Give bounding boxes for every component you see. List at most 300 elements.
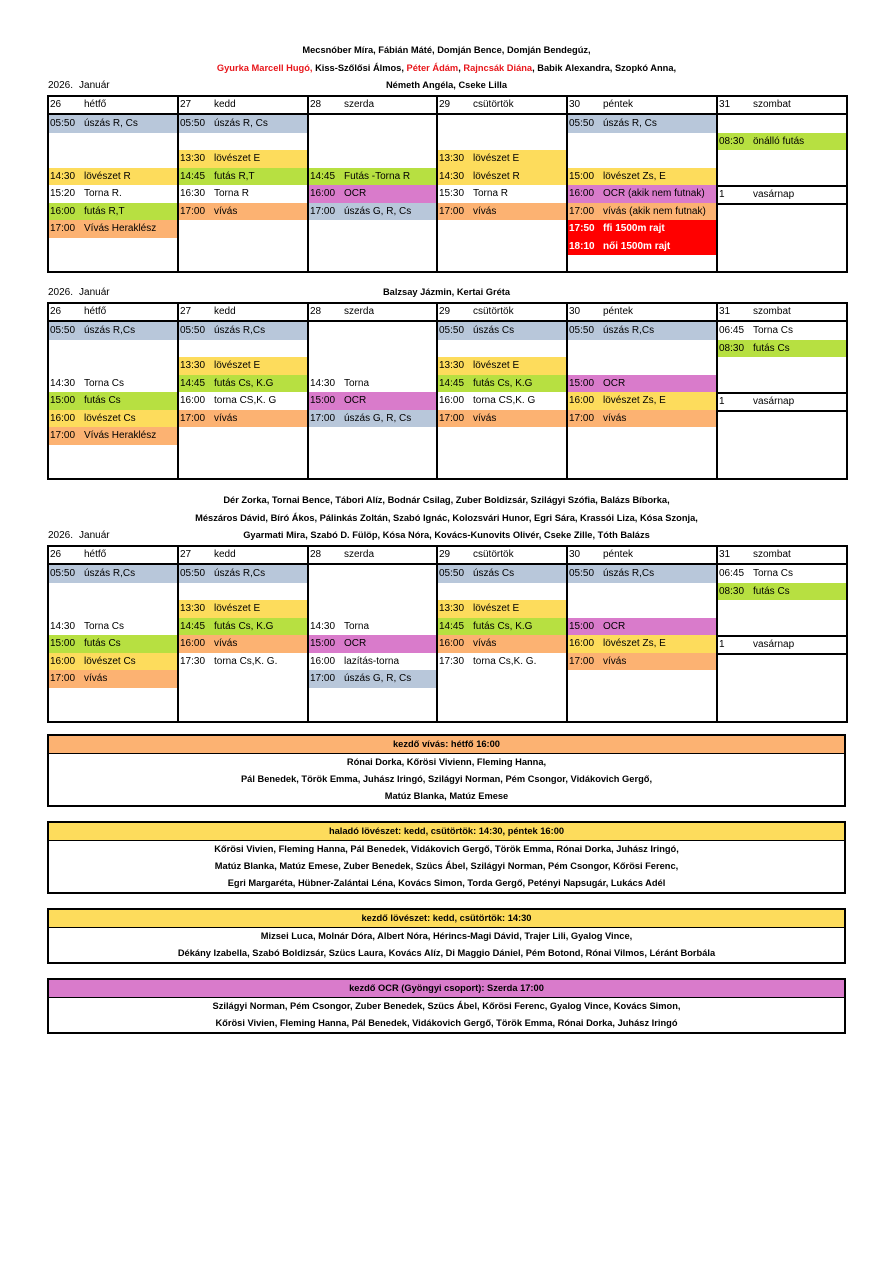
event-time: 16:00: [50, 412, 76, 424]
event-label: lövészet Zs, E: [603, 395, 666, 406]
event-time: 14:30: [439, 170, 465, 182]
name-text: ,: [458, 62, 464, 73]
empty-slot: [718, 618, 846, 636]
event-time: 17:00: [439, 205, 465, 217]
group-members-line: Rónai Dorka, Kőrösi Vivienn, Fleming Hanna,: [346, 757, 547, 767]
event-label: Torna R: [214, 188, 250, 199]
event-entry: [179, 410, 307, 428]
event-time: 13:30: [180, 153, 206, 164]
event-time: 14:45: [439, 620, 465, 632]
event-entry: [568, 168, 716, 186]
event-time: 17:00: [310, 205, 336, 217]
event-label: futás R,T: [214, 170, 255, 182]
event-label: Torna R: [473, 188, 509, 199]
day-number: 26: [50, 306, 62, 317]
event-time: 16:00: [50, 655, 76, 667]
day-header-cell: [718, 97, 846, 113]
group-title: kezdő vívás: hétfő 16:00: [49, 736, 844, 754]
event-label: torna Cs,K. G.: [473, 655, 537, 667]
event-label: vívás: [214, 638, 238, 649]
day-column: [567, 321, 717, 479]
day-header-cell: [718, 547, 846, 563]
day-name: vasárnap: [753, 396, 795, 407]
group-members-line: Dékány Izabella, Szabó Boldizsár, Szücs Laura, Kovács Alíz, Di Maggio Dániel, Pém Botond, Rónai Vilmos, Léránt Borbála: [177, 948, 716, 958]
event-time: 08:30: [719, 585, 745, 597]
event-entry: [49, 618, 177, 636]
day-number: 28: [310, 306, 322, 317]
event-time: 17:30: [439, 655, 465, 667]
week-schedule-table: [47, 95, 848, 273]
day-name: hétfő: [84, 99, 107, 110]
event-entry: [438, 150, 566, 168]
event-time: 15:00: [50, 395, 76, 406]
event-time: 17:00: [180, 412, 206, 424]
day-number: 26: [50, 99, 62, 110]
empty-slot: [49, 600, 177, 618]
day-column: [567, 114, 717, 272]
group-title: kezdő OCR (Gyöngyi csoport): Szerda 17:00: [49, 980, 844, 998]
day-column: [567, 564, 717, 722]
event-time: 15:00: [310, 395, 336, 406]
day-column: [178, 564, 308, 722]
event-time: 17:00: [50, 430, 76, 441]
event-time: 05:50: [50, 325, 76, 336]
day-header: [717, 546, 847, 564]
event-entry: [718, 322, 846, 340]
group-box: [47, 734, 846, 807]
event-entry: [49, 322, 177, 340]
empty-slot: [179, 133, 307, 151]
month-label: [48, 530, 110, 541]
month-name: Január: [79, 530, 110, 541]
event-time: 15:00: [50, 638, 76, 649]
event-time: 17:50: [569, 223, 595, 234]
day-name: hétfő: [84, 306, 107, 317]
day-header-cell: [309, 547, 436, 563]
day-body-row: [48, 321, 847, 479]
event-label: lövészet E: [473, 153, 520, 164]
event-entry: [179, 185, 307, 203]
event-time: 06:45: [719, 568, 745, 579]
empty-slot: [718, 168, 846, 186]
highlighted-name: Rajncsák Diána: [463, 62, 533, 73]
event-time: 16:00: [180, 638, 206, 649]
group-members-line: Matúz Blanka, Matúz Emese: [384, 791, 509, 801]
day-body-row: [48, 564, 847, 722]
event-entry: [49, 410, 177, 428]
participants-line: [47, 77, 846, 95]
day-column: [48, 321, 178, 479]
month-name: Január: [79, 80, 110, 91]
event-time: 15:20: [50, 188, 76, 199]
event-entry: [179, 600, 307, 618]
event-entry: [49, 203, 177, 221]
day-column: [437, 321, 567, 479]
group-title: haladó lövészet: kedd, csütörtök: 14:30, péntek 16:00: [49, 823, 844, 841]
day-column: [48, 114, 178, 272]
event-label: úszás R,Cs: [603, 568, 655, 579]
event-entry: [49, 670, 177, 688]
empty-slot: [568, 150, 716, 168]
event-label: önálló futás: [753, 135, 805, 147]
day-column: [717, 564, 847, 722]
event-label: futás Cs, K.G: [473, 377, 533, 389]
day-column: [308, 321, 437, 479]
event-entry: [568, 375, 716, 393]
event-entry: [179, 375, 307, 393]
event-label: vívás: [473, 638, 497, 649]
event-label: futás Cs: [753, 585, 790, 597]
event-label: OCR: [603, 377, 626, 389]
event-time: 15:00: [310, 638, 336, 649]
day-header-cell: [49, 97, 177, 113]
event-time: 16:30: [180, 188, 206, 199]
event-entry: [309, 653, 436, 671]
event-entry: [179, 322, 307, 340]
event-time: 15:30: [439, 188, 465, 199]
event-label: torna Cs,K. G.: [214, 655, 278, 667]
event-label: lazítás-torna: [344, 655, 400, 667]
event-label: ffi 1500m rajt: [603, 223, 665, 234]
empty-slot: [568, 583, 716, 601]
day-number: 30: [569, 549, 581, 560]
day-number: 30: [569, 99, 581, 110]
event-time: 14:45: [310, 170, 336, 182]
event-time: 14:45: [180, 620, 206, 632]
group-members-line: Matúz Blanka, Matúz Emese, Zuber Benedek, Szücs Ábel, Szilágyi Norman, Pém Csongor, Kőrösi Ferenc,: [214, 861, 679, 871]
event-time: 14:30: [50, 170, 76, 182]
event-time: 15:00: [569, 377, 595, 389]
event-label: Vívás Heraklész: [84, 223, 157, 234]
event-label: úszás Cs: [473, 568, 515, 579]
event-time: 05:50: [180, 118, 206, 129]
event-entry: [179, 618, 307, 636]
event-entry: [179, 168, 307, 186]
event-label: vívás (akik nem futnak): [603, 205, 706, 217]
event-entry: [718, 565, 846, 583]
day-header-cell: [718, 304, 846, 320]
day-header-cell: [179, 97, 307, 113]
event-entry: [438, 392, 566, 410]
event-entry: [438, 410, 566, 428]
name-text: Dér Zorka, Tornai Bence, Tábori Alíz, Bodnár Csilag, Zuber Boldizsár, Szilágyi Szófia, Balázs Bíborka,: [223, 495, 670, 505]
group-title: kezdő lövészet: kedd, csütörtök: 14:30: [49, 910, 844, 928]
event-label: torna CS,K. G: [473, 395, 536, 406]
day-number: 28: [310, 549, 322, 560]
participants-line: [47, 284, 846, 302]
event-label: lövészet E: [214, 153, 261, 164]
sunday-header: [718, 185, 846, 205]
event-label: Torna Cs: [753, 325, 794, 336]
event-entry: [49, 427, 177, 445]
event-time: 14:45: [439, 377, 465, 389]
event-entry: [568, 115, 716, 133]
participants-header: [47, 284, 846, 302]
event-label: vívás: [603, 412, 627, 424]
day-header: [437, 303, 567, 321]
day-name: hétfő: [84, 549, 107, 560]
day-header-cell: [438, 547, 566, 563]
participants-line: [47, 42, 846, 60]
empty-slot: [438, 133, 566, 151]
event-label: úszás R, Cs: [214, 118, 268, 129]
empty-slot: [49, 340, 177, 358]
event-entry: [309, 185, 436, 203]
year-label: 2026.: [48, 80, 74, 91]
day-header-cell: [179, 547, 307, 563]
day-number: 31: [719, 306, 731, 317]
empty-slot: [179, 340, 307, 358]
event-time: 17:00: [50, 673, 76, 684]
event-entry: [568, 635, 716, 653]
event-time: 14:30: [310, 620, 336, 632]
event-entry: [49, 565, 177, 583]
day-name: kedd: [214, 549, 236, 560]
empty-slot: [438, 340, 566, 358]
event-label: úszás Cs: [473, 325, 515, 336]
event-time: 05:50: [439, 325, 465, 336]
event-time: 05:50: [180, 325, 206, 336]
event-entry: [309, 635, 436, 653]
empty-slot: [49, 583, 177, 601]
day-header-cell: [438, 304, 566, 320]
event-time: 17:00: [439, 412, 465, 424]
event-label: lövészet E: [214, 603, 261, 614]
day-number: 27: [180, 99, 192, 110]
event-entry: [49, 220, 177, 238]
day-number: 27: [180, 549, 192, 560]
day-header-cell: [438, 97, 566, 113]
event-time: 14:45: [180, 377, 206, 389]
participants-line: [47, 527, 846, 545]
event-label: vívás: [214, 205, 238, 217]
event-label: futás Cs: [753, 342, 790, 354]
empty-slot: [49, 133, 177, 151]
event-label: vívás: [214, 412, 238, 424]
event-label: OCR: [344, 395, 367, 406]
event-time: 16:00: [439, 638, 465, 649]
event-label: úszás R,Cs: [84, 325, 136, 336]
event-label: úszás R,Cs: [214, 325, 266, 336]
week-schedule-table: [47, 545, 848, 723]
event-label: torna CS,K. G: [214, 395, 277, 406]
event-entry: [309, 392, 436, 410]
event-label: úszás G, R, Cs: [344, 412, 412, 424]
day-header-cell: [49, 304, 177, 320]
event-time: 13:30: [439, 153, 465, 164]
day-name: szerda: [344, 99, 375, 110]
event-entry: [179, 392, 307, 410]
group-members-line: Egri Margaréta, Hübner-Zalántai Léna, Kovács Simon, Torda Gergő, Petényi Napsugár, Lukács Adél: [227, 878, 666, 888]
year-label: 2026.: [48, 287, 74, 298]
name-text: Mecsnóber Míra, Fábián Máté, Domján Bence, Domján Bendegúz,: [302, 45, 591, 55]
event-time: 14:30: [310, 377, 336, 389]
event-entry: [438, 565, 566, 583]
day-header: [717, 303, 847, 321]
day-header: [178, 546, 308, 564]
event-time: 05:50: [569, 568, 595, 579]
event-label: vívás: [84, 673, 108, 684]
event-time: 17:30: [180, 655, 206, 667]
event-entry: [309, 203, 436, 221]
event-time: 08:30: [719, 342, 745, 354]
empty-slot: [49, 357, 177, 375]
day-name: szerda: [344, 306, 375, 317]
day-number: 29: [439, 549, 451, 560]
day-name: vasárnap: [753, 639, 795, 650]
event-entry: [438, 185, 566, 203]
event-entry: [309, 375, 436, 393]
day-column: [308, 114, 437, 272]
event-time: 17:00: [569, 205, 595, 217]
empty-slot: [718, 115, 846, 133]
event-time: 15:00: [569, 170, 595, 182]
month-label: [48, 287, 110, 298]
day-column: [178, 321, 308, 479]
event-entry: [438, 600, 566, 618]
day-header: [567, 96, 717, 114]
empty-slot: [568, 340, 716, 358]
day-number: 30: [569, 306, 581, 317]
event-entry: [568, 618, 716, 636]
day-header: [308, 546, 437, 564]
event-label: úszás R, Cs: [603, 118, 657, 129]
empty-slot: [718, 375, 846, 393]
event-label: futás Cs, K.G: [214, 377, 274, 389]
day-name: péntek: [603, 99, 634, 110]
event-label: futás R,T: [84, 205, 125, 217]
event-entry: [568, 220, 716, 238]
empty-slot: [438, 115, 566, 133]
day-header-row: [48, 303, 847, 321]
sunday-header: [718, 635, 846, 655]
year-label: 2026.: [48, 530, 74, 541]
event-entry: [309, 168, 436, 186]
name-text: Gyarmati Mira, Szabó D. Fülöp, Kósa Nóra, Kovács-Kunovits Olivér, Cseke Zille, Tóth Balázs: [243, 530, 650, 540]
event-time: 13:30: [180, 360, 206, 371]
name-text: Mészáros Dávid, Bíró Ákos, Pálinkás Zoltán, Szabó Ignác, Kolozsvári Hunor, Egri Sára, Krassói Liza, Kósa Szonja,: [195, 512, 698, 523]
day-column: [717, 321, 847, 479]
empty-slot: [309, 133, 436, 151]
event-label: Torna Cs: [84, 620, 125, 632]
day-name: szombat: [753, 99, 791, 110]
event-label: vívás: [603, 655, 627, 667]
day-name: szerda: [344, 549, 375, 560]
day-number: 31: [719, 549, 731, 560]
group-box: [47, 908, 846, 964]
empty-slot: [568, 357, 716, 375]
event-label: lövészet R: [84, 170, 131, 182]
event-time: 16:00: [569, 188, 595, 199]
event-time: 16:00: [50, 205, 76, 217]
day-name: vasárnap: [753, 189, 795, 200]
event-time: 17:00: [310, 673, 336, 684]
event-entry: [438, 618, 566, 636]
event-time: 17:00: [50, 223, 76, 234]
day-header: [178, 303, 308, 321]
day-name: szombat: [753, 306, 791, 317]
event-label: vívás: [473, 412, 497, 424]
name-text: Balzsay Jázmin, Kertai Gréta: [382, 287, 511, 297]
event-label: OCR: [603, 620, 626, 632]
event-time: 13:30: [439, 360, 465, 371]
event-time: 16:00: [310, 655, 336, 667]
event-entry: [49, 375, 177, 393]
event-time: 05:50: [439, 568, 465, 579]
day-column: [717, 114, 847, 272]
empty-slot: [568, 600, 716, 618]
event-entry: [568, 203, 716, 221]
day-number: 1: [719, 396, 725, 407]
event-label: OCR: [344, 638, 367, 649]
empty-slot: [718, 600, 846, 618]
event-label: lövészet Zs, E: [603, 170, 666, 182]
event-entry: [438, 375, 566, 393]
empty-slot: [309, 322, 436, 340]
event-label: lövészet Cs: [84, 655, 136, 667]
day-header-cell: [568, 547, 716, 563]
event-label: Torna Cs: [84, 377, 125, 389]
empty-slot: [309, 600, 436, 618]
event-time: 14:30: [50, 377, 76, 389]
event-label: futás Cs: [84, 395, 121, 406]
event-entry: [568, 565, 716, 583]
event-label: lövészet R: [473, 170, 520, 182]
event-time: 05:50: [50, 568, 76, 579]
empty-slot: [309, 115, 436, 133]
group-members-line: Pál Benedek, Török Emma, Juhász Iringó, Szilágyi Norman, Pém Csongor, Vidákovich Gergő,: [240, 774, 653, 784]
event-entry: [438, 635, 566, 653]
day-header: [567, 303, 717, 321]
event-label: úszás G, R, Cs: [344, 673, 412, 684]
empty-slot: [718, 357, 846, 375]
day-header-cell: [568, 97, 716, 113]
day-name: szombat: [753, 549, 791, 560]
day-header: [437, 546, 567, 564]
event-time: 13:30: [439, 603, 465, 614]
day-header: [178, 96, 308, 114]
event-label: futás Cs: [84, 638, 121, 649]
event-entry: [568, 392, 716, 410]
group-box: [47, 978, 846, 1034]
event-label: lövészet E: [473, 603, 520, 614]
event-time: 06:45: [719, 325, 745, 336]
event-entry: [309, 670, 436, 688]
event-label: női 1500m rajt: [603, 240, 671, 252]
event-entry: [179, 565, 307, 583]
day-header-cell: [568, 304, 716, 320]
event-label: vívás: [473, 205, 497, 217]
day-header: [437, 96, 567, 114]
event-time: 17:00: [180, 205, 206, 217]
empty-slot: [568, 133, 716, 151]
day-number: 28: [310, 99, 322, 110]
day-column: [308, 564, 437, 722]
event-label: lövészet E: [473, 360, 520, 371]
day-name: csütörtök: [473, 549, 514, 560]
day-number: 26: [50, 549, 62, 560]
event-label: Torna Cs: [753, 568, 794, 579]
empty-slot: [309, 150, 436, 168]
event-label: OCR (akik nem futnak): [603, 188, 705, 199]
event-time: 17:00: [569, 412, 595, 424]
day-column: [178, 114, 308, 272]
week-schedule-table: [47, 302, 848, 480]
day-header: [567, 546, 717, 564]
day-header: [308, 303, 437, 321]
day-header-cell: [309, 97, 436, 113]
event-time: 18:10: [569, 240, 595, 252]
